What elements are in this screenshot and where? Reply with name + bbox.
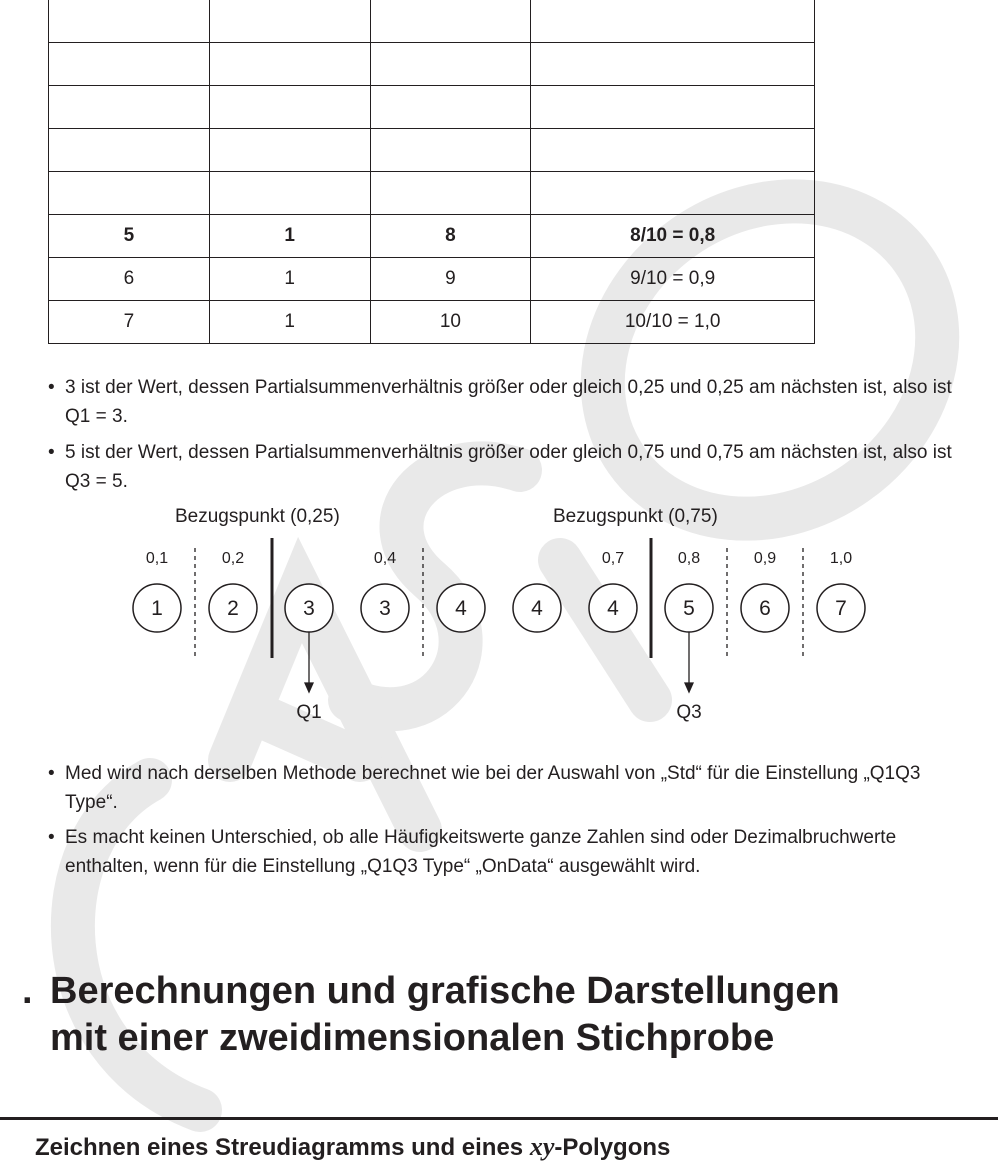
table-row <box>49 0 815 43</box>
subheading-xy: xy <box>529 1132 555 1161</box>
heading-line-2: mit einer zweidimensionalen Stichprobe <box>50 1017 775 1059</box>
tick-label: 1,0 <box>829 550 853 567</box>
bullet-marker: • <box>48 442 55 463</box>
table-row <box>49 43 815 86</box>
tick-label: 0,2 <box>221 550 245 567</box>
table-cell: 1 <box>209 215 370 258</box>
q1-arrowhead <box>305 683 313 692</box>
table-cell <box>49 0 210 43</box>
subsection-heading <box>35 1132 670 1162</box>
table-cell <box>531 86 815 129</box>
bullet-q3 <box>48 438 978 496</box>
table-cell: 10/10 = 1,0 <box>531 301 815 344</box>
table-cell: 10 <box>370 301 531 344</box>
table-cell: 1 <box>209 301 370 344</box>
subheading-text-before: Zeichnen eines Streudiagramms und eines <box>35 1134 530 1161</box>
bullet-text: Es macht keinen Unterschied, ob alle Häufigkeitswerte ganze Zahlen sind oder Dezimalbruchwerte enthalten, wenn für die Einstellung „Q1Q3 Type“ „OnData“ ausgewählt wird. <box>65 827 897 877</box>
tick-label: 0,1 <box>145 550 169 567</box>
value-label: 2 <box>227 597 239 620</box>
table-row <box>49 86 815 129</box>
reference-point-left: Bezugspunkt (0,25) <box>175 506 340 527</box>
table-row <box>49 172 815 215</box>
q3-arrowhead <box>685 683 693 692</box>
table-cell: 8/10 = 0,8 <box>531 215 815 258</box>
table-cell <box>531 0 815 43</box>
bullet-ondata <box>48 823 978 881</box>
table-cell <box>49 172 210 215</box>
value-label: 3 <box>303 597 315 620</box>
table-cell <box>49 43 210 86</box>
value-label: 1 <box>151 597 163 620</box>
heading-line-1: Berechnungen und grafische Darstellungen <box>50 970 840 1012</box>
tick-label: 0,8 <box>677 550 701 567</box>
quartile-diagram <box>0 530 998 705</box>
bullet-marker: • <box>48 377 55 398</box>
table-row <box>49 258 815 301</box>
table-cell <box>209 43 370 86</box>
value-label: 4 <box>455 597 467 620</box>
table-cell <box>49 86 210 129</box>
table-cell <box>531 43 815 86</box>
bullet-marker: • <box>48 763 55 784</box>
table-cell <box>531 129 815 172</box>
table-row <box>49 129 815 172</box>
value-label: 4 <box>531 597 543 620</box>
bullet-text: 5 ist der Wert, dessen Partialsummenverhältnis größer oder gleich 0,75 und 0,75 am nächsten ist, also ist Q3 = 5. <box>65 442 952 492</box>
table-cell: 9 <box>370 258 531 301</box>
table-cell <box>209 172 370 215</box>
table-cell: 5 <box>49 215 210 258</box>
bullet-text: 3 ist der Wert, dessen Partialsummenverhältnis größer oder gleich 0,25 und 0,25 am nächsten ist, also ist Q1 = 3. <box>65 377 952 427</box>
table-cell <box>370 86 531 129</box>
heading-number-lead: . <box>22 970 33 1012</box>
subheading-text-after: -Polygons <box>554 1134 671 1161</box>
table-cell <box>531 172 815 215</box>
table-cell <box>209 0 370 43</box>
table-row <box>49 215 815 258</box>
value-label: 6 <box>759 597 771 620</box>
table-cell <box>49 129 210 172</box>
tick-label: 0,7 <box>601 550 625 567</box>
tick-label: 0,9 <box>753 550 777 567</box>
bullet-q1 <box>48 373 978 431</box>
partial-sum-table <box>48 0 815 344</box>
value-label: 5 <box>683 597 695 620</box>
table-cell <box>370 0 531 43</box>
q1-label: Q1 <box>296 702 322 723</box>
tick-label: 0,4 <box>373 550 397 567</box>
table-cell <box>209 86 370 129</box>
table-cell <box>370 172 531 215</box>
table-cell <box>370 129 531 172</box>
reference-point-right: Bezugspunkt (0,75) <box>553 506 718 527</box>
table-cell: 1 <box>209 258 370 301</box>
table-cell: 9/10 = 0,9 <box>531 258 815 301</box>
value-label: 3 <box>379 597 391 620</box>
table-cell <box>209 129 370 172</box>
value-label: 4 <box>607 597 619 620</box>
bullet-marker: • <box>48 827 55 848</box>
section-heading <box>22 968 982 1062</box>
value-label: 7 <box>835 597 847 620</box>
table-cell: 7 <box>49 301 210 344</box>
table-cell <box>370 43 531 86</box>
bullet-median <box>48 759 978 817</box>
section-divider <box>0 1117 998 1120</box>
table-cell: 8 <box>370 215 531 258</box>
table-row <box>49 301 815 344</box>
q3-label: Q3 <box>676 702 702 723</box>
bullet-text: Med wird nach derselben Methode berechnet wie bei der Auswahl von „Std“ für die Einstellung „Q1Q3 Type“. <box>65 763 921 813</box>
table-cell: 6 <box>49 258 210 301</box>
